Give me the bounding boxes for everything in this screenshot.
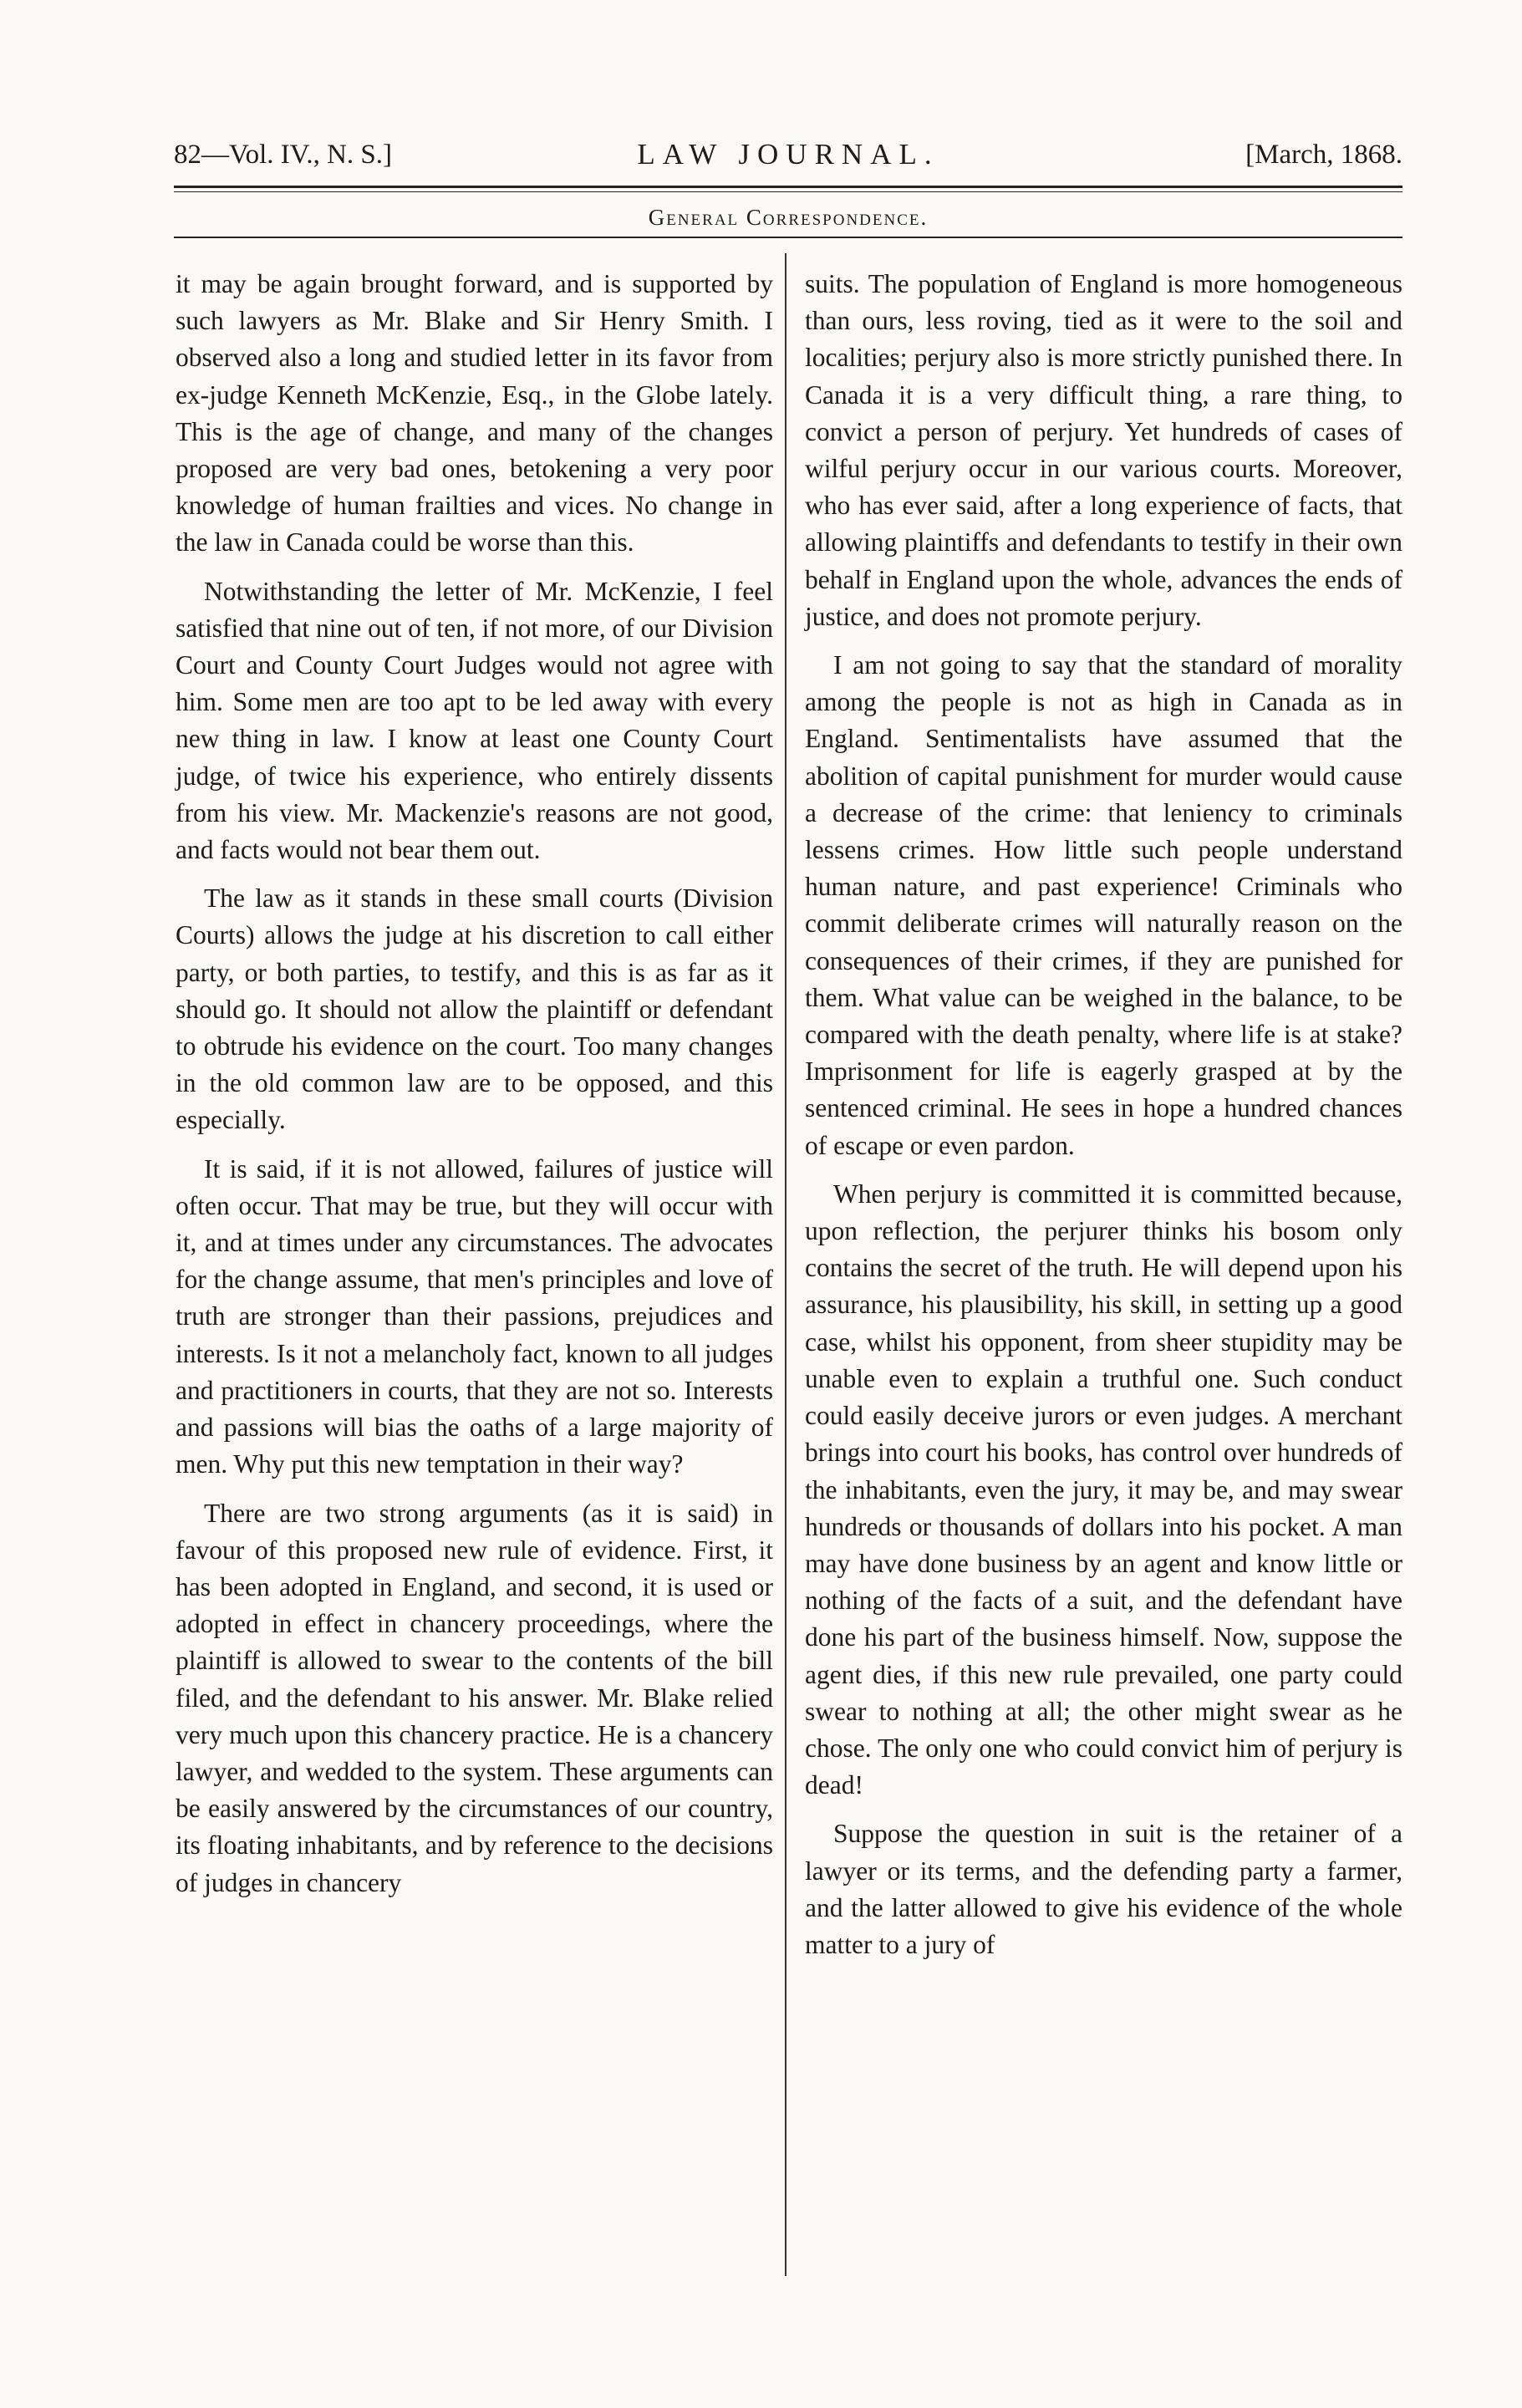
paragraph: When perjury is committed it is committed because, upon reflection, the perjurer thinks his bosom only contains the secret of the truth. He will depend upon his assurance, his plausibility, his skill, in setting up a good case, whilst his opponent, from sheer stupidity may be unable even to explain a truthful one. Such conduct could easily deceive jurors or even judges. A merchant brings into court his books, has control over hundreds of the inhabitants, even the jury, it may be, and may swear hundreds or thousands of dollars into his pocket. A man may have done business by an agent and know little or nothing of the facts of a suit, and the defendant have done his part of the business himself. Now, suppose the agent dies, if this new rule prevailed, one party could swear to nothing at all; the other might swear as he chose. The only one who could convict him of perjury is dead! xyxy=(805,1179,1402,1800)
paragraph: Notwithstanding the letter of Mr. McKenzie, I feel satisfied that nine out of ten, if not more, of our Division Court and County Court Judges would not agree with him. Some men are too apt to be led away with every new thing in law. I know at least one County Court judge, of twice his experience, who entirely dissents from his view. Mr. Mackenzie's reasons are not good, and facts would not bear them out. xyxy=(176,576,773,865)
running-header xyxy=(174,134,1402,176)
paragraph: it may be again brought forward, and is supported by such lawyers as Mr. Blake and Sir Henry Smith. I observed also a long and studied letter in its favor from ex-judge Kenneth McKenzie, Esq., in the Globe lately. This is the age of change, and many of the changes proposed are very bad ones, betokening a very poor knowledge of human frailties and vices. No change in the law in Canada could be worse than this. xyxy=(176,269,773,557)
section-title: General Correspondence. xyxy=(648,205,929,230)
paragraph: There are two strong arguments (as it is said) in favour of this proposed new rule of evidence. First, it has been adopted in England, and second, it is used or adopted in effect in chancery proceedings, where the plaintiff is allowed to swear to the contents of the bill filed, and the defendant to his answer. Mr. Blake relied very much upon this chancery practice. He is a chancery lawyer, and wedded to the system. These arguments can be easily answered by the circumstances of our country, its floating inhabitants, and by reference to the decisions of judges in chancery xyxy=(176,1498,773,1897)
paragraph: suits. The population of England is more homogeneous than ours, less roving, tied as it were to the soil and localities; perjury also is more strictly punished there. In Canada it is a very difficult thing, a rare thing, to convict a person of perjury. Yet hundreds of cases of wilful perjury occur in our various courts. Moreover, who has ever said, after a long experience of facts, that allowing plaintiffs and defendants to testify in their own behalf in England upon the whole, advances the ends of justice, and does not promote perjury. xyxy=(805,269,1402,631)
volume-page-number: 82—Vol. IV., N. S.] xyxy=(174,140,392,170)
issue-date: [March, 1868. xyxy=(1245,140,1402,170)
journal-title: LAW JOURNAL. xyxy=(637,138,939,171)
header-rule-thin xyxy=(174,191,1402,192)
left-column xyxy=(176,266,773,1913)
section-rule xyxy=(174,237,1402,238)
paragraph: I am not going to say that the standard of morality among the people is not as high in Canada as in England. Sentimentalists have assumed that the abolition of capital punishment for murder would cause a decrease of the crime: that leniency to criminals lessens crimes. How little such people understand human nature, and past experience! Criminals who commit deliberate crimes will naturally reason on the consequences of their crimes, if they are punished for them. What value can be weighed in the balance, to be compared with the death penalty, where life is at stake? Imprisonment for life is eagerly grasped at by the sentenced criminal. He sees in hope a hundred chances of escape or even pardon. xyxy=(805,650,1402,1160)
paragraph: Suppose the question in suit is the retainer of a lawyer or its terms, and the defending party a farmer, and the latter allowed to give his evidence of the whole matter to a jury of xyxy=(805,1819,1402,1959)
column-divider xyxy=(785,253,786,2276)
paragraph: The law as it stands in these small courts (Division Courts) allows the judge at his discretion to call either party, or both parties, to testify, and this is as far as it should go. It should not allow the plaintiff or defendant to obtrude his evidence on the court. Too many changes in the old common law are to be opposed, and this especially. xyxy=(176,883,773,1135)
paragraph: It is said, if it is not allowed, failures of justice will often occur. That may be true, but they will occur with it, and at times under any circumstances. The advocates for the change assume, that men's principles and love of truth are stronger than their passions, prejudices and interests. Is it not a melancholy fact, known to all judges and practitioners in courts, that they are not so. Interests and passions will bias the oaths of a large majority of men. Why put this new temptation in their way? xyxy=(176,1153,773,1479)
header-rule-thick xyxy=(174,186,1402,188)
right-column xyxy=(805,266,1402,1975)
